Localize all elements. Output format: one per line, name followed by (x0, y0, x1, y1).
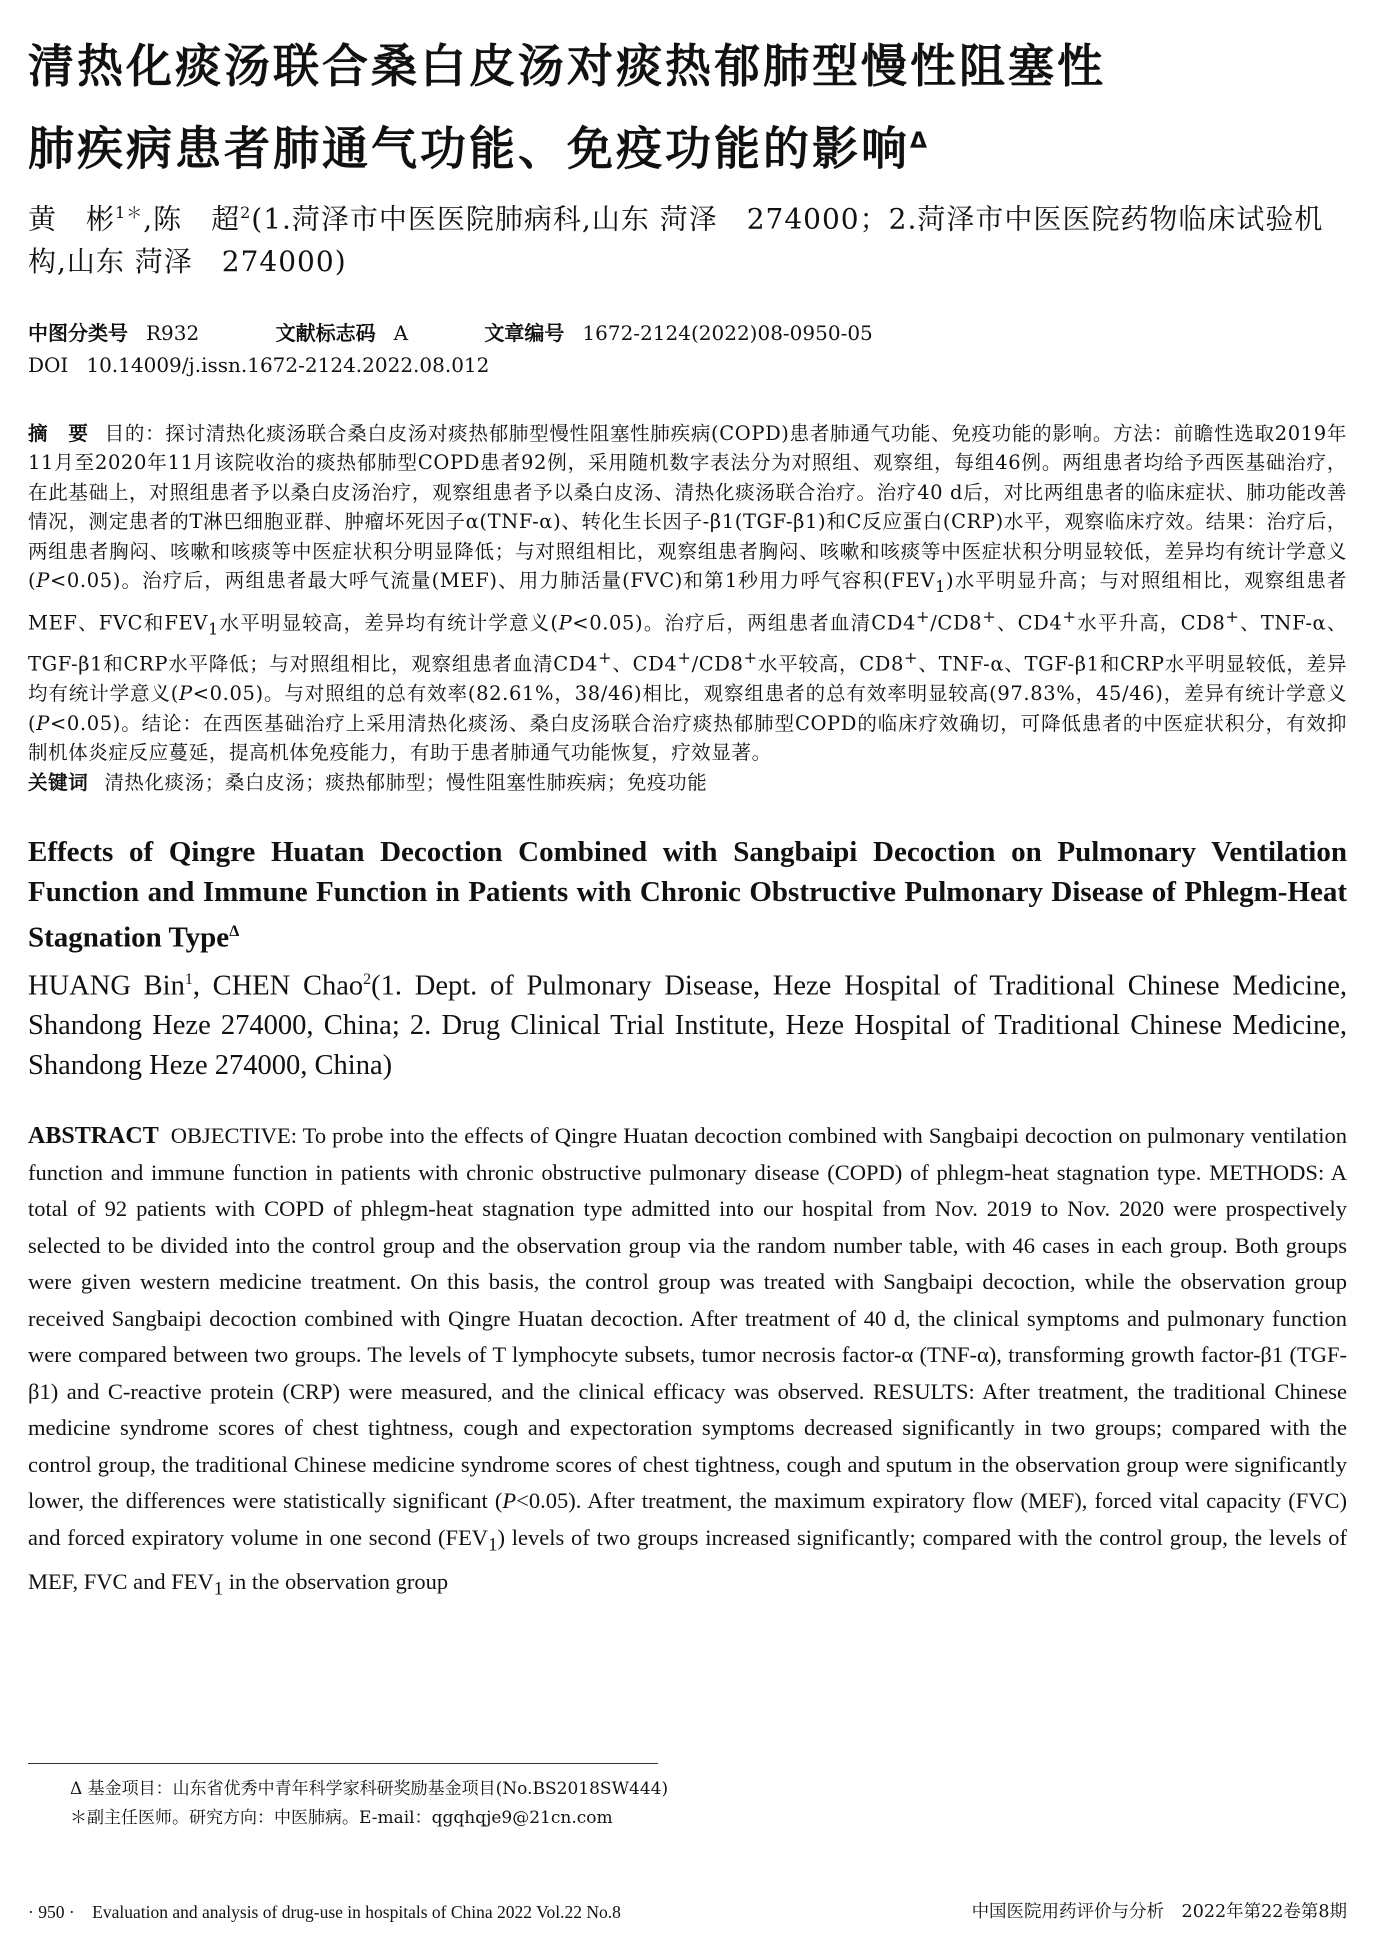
superscript: + (677, 648, 692, 668)
abstract-text: 水平明显较高，差异均有统计学意义( (218, 611, 559, 635)
meta-row-1 (28, 317, 1347, 349)
doi-value[interactable]: 10.14009/j.issn.1672-2124.2022.08.012 (86, 352, 490, 377)
article-number-value: 1672-2124(2022)08-0950-05 (582, 320, 873, 345)
abstract-text: /CD8 (691, 652, 744, 676)
subscript: 1 (208, 618, 219, 638)
abstract-text: /CD8 (930, 611, 983, 635)
footer-right-journal: 中国医院用药评价与分析 2022年第22卷第8期 (971, 1902, 1347, 1922)
author-footnote: ＊副主任医师。研究方向：中医肺病。E-mail：qgqhqje9@21cn.com (70, 1808, 613, 1828)
p-symbol: P (36, 711, 50, 735)
english-affiliation: (1. Dept. of Pulmonary Disease, Heze Hospital of Traditional Chinese Medicine, Shandong Heze 274000, China; 2. Drug Clinical Trial Institute, Heze Hospital of Traditional Chinese Medicine, Shandong Heze 274000, China) (28, 970, 1347, 1082)
chinese-title-line1: 清热化痰汤联合桑白皮汤对痰热郁肺型慢性阻塞性 (28, 39, 1106, 93)
abstract-text: OBJECTIVE: To probe into the effects of Qingre Huatan decoction combined with Sangbaipi decoction on pulmonary ventilation function and immune function in patients with chronic obstructive pulmonary disease (COPD) of phlegm-heat stagnation type. METHODS: A total of 92 patients with COPD of phlegm-heat stagnation type admitted into our hospital from Nov. 2019 to Nov. 2020 were prospectively selected to be divided into the control group and the observation group via the random number table, with 46 cases in each group. Both groups were given western medicine treatment. On this basis, the control group was treated with Sangbaipi decoction, while the observation group received Sangbaipi decoction combined with Qingre Huatan decoction. After treatment of 40 d, the clinical symptoms and pulmonary function were compared between two groups. The levels of T lymphocyte subsets, tumor necrosis factor-α (TNF-α), transforming growth factor-β1 (TGF-β1) and C-reactive protein (CRP) were measured, and the clinical efficacy was observed. RESULTS: After treatment, the traditional Chinese medicine syndrome scores of chest tightness, cough and expectoration symptoms decreased significantly in two groups; compared with the control group, the traditional Chinese medicine syndrome scores of chest tightness, cough and sputum in the observation group were significantly lower, the differences were statistically significant ( (28, 1123, 1347, 1514)
abstract-text: )水平明显升高；与对照组相比，观察组患者MEF、FVC和FEV (28, 569, 1347, 635)
footer-left-journal: · 950 · Evaluation and analysis of drug-use in hospitals of China 2022 Vol.22 No.8 (28, 1902, 621, 1922)
article-meta (28, 317, 1347, 381)
abstract-text: 水平较高，CD8 (757, 652, 905, 676)
chinese-abstract (28, 419, 1347, 768)
chinese-authors (28, 192, 1347, 282)
author-affil-mark: 1 (184, 970, 193, 988)
p-symbol: P (558, 611, 573, 635)
superscript: + (743, 648, 758, 668)
abstract-text: 、TNF-α、TGF-β1和CRP水平明显较低，差异均有统计学意义( (28, 652, 1347, 706)
chinese-title-line2: 肺疾病患者肺通气功能、免疫功能的影响 (28, 121, 910, 176)
footnotes (70, 1775, 668, 1833)
superscript: + (1225, 606, 1240, 626)
abstract-text: ) levels of two groups increased significantly; compared with the control group, the levels of MEF, FVC and FEV (28, 1524, 1347, 1594)
author-name: , CHEN Chao (192, 970, 364, 1002)
subscript: 1 (213, 1578, 224, 1600)
superscript: + (597, 648, 613, 668)
chinese-affiliation: (1.菏泽市中医医院肺病科,山东 菏泽 274000；2.菏泽市中医医院药物临床试验机构,山东 菏泽 274000) (28, 202, 1324, 278)
abstract-text: <0.05)。治疗后，两组患者血清CD4 (572, 611, 917, 635)
doi-label: DOI (28, 352, 69, 377)
author-name: ,陈 超 (143, 202, 241, 236)
english-abstract-label: ABSTRACT (28, 1123, 159, 1150)
abstract-text: <0.05)。与对照组的总有效率(82.61%，38/46)相比，观察组患者的总有效率明显较高(97.83%，45/46)，差异有统计学意义( (28, 682, 1347, 735)
chinese-keywords (28, 768, 1347, 798)
superscript: + (982, 606, 997, 626)
chinese-title (28, 28, 1347, 186)
abstract-text: 、TNF-α、TGF-β1和CRP水平降低；与对照组相比，观察组患者血清CD4 (28, 611, 1347, 676)
abstract-text: 、CD4 (612, 652, 678, 676)
doc-code-label: 文献标志码 (275, 320, 376, 345)
english-title-text: Effects of Qingre Huatan Decoction Combined with Sangbaipi Decoction on Pulmonary Ventilation Function and Immune Function in Patients with Chronic Obstructive Pulmonary Disease of Phlegm-Heat Stagnation Type (28, 835, 1347, 954)
fund-mark: Δ (229, 922, 240, 940)
abstract-text: 、CD4 (996, 611, 1063, 635)
english-abstract (28, 1118, 1347, 1608)
keywords-label: 关键词 (28, 770, 89, 794)
author-affil-mark: 1＊ (115, 203, 144, 223)
p-symbol: P (502, 1488, 517, 1514)
superscript: + (904, 648, 919, 668)
chinese-abstract-label: 摘 要 (28, 421, 89, 445)
author-affil-mark: 2 (363, 970, 372, 988)
abstract-text: <0.05). After treatment, the maximum expiratory flow (MEF), forced vital capacity (FVC) and forced expiratory volume in one second (FEV (28, 1488, 1347, 1550)
article-number-label: 文章编号 (484, 320, 565, 345)
footnote-divider (28, 1763, 658, 1764)
superscript: + (916, 606, 931, 626)
fund-footnote: Δ 基金项目：山东省优秀中青年科学家科研奖励基金项目(No.BS2018SW444) (70, 1779, 669, 1799)
superscript: + (1062, 606, 1077, 626)
english-authors (28, 960, 1347, 1087)
meta-row-2 (28, 349, 1347, 381)
abstract-text: <0.05)。治疗后，两组患者最大呼气流量(MEF)、用力肺活量(FVC)和第1秒用力呼气容积(FEV (49, 569, 936, 593)
english-title (28, 832, 1347, 958)
abstract-text: 目的：探讨清热化痰汤联合桑白皮汤对痰热郁肺型慢性阻塞性肺疾病(COPD)患者肺通气功能、免疫功能的影响。方法：前瞻性选取2019年11月至2020年11月该院收治的痰热郁肺型COPD患者92例，采用随机数字表法分为对照组、观察组，每组46例。两组患者均给予西医基础治疗，在此基础上，对照组患者予以桑白皮汤治疗，观察组患者予以桑白皮汤、清热化痰汤联合治疗。治疗40 d后，对比两组患者的临床症状、肺功能改善情况，测定患者的T淋巴细胞亚群、肿瘤坏死因子α(TNF-α)、转化生长因子-β1(TGF-β1)和C反应蛋白(CRP)水平，观察临床疗效。结果：治疗后，两组患者胸闷、咳嗽和咳痰等中医症状积分明显降低；与对照组相比，观察组患者胸闷、咳嗽和咳痰等中医症状积分明显较低，差异均有统计学意义( (28, 421, 1347, 593)
author-name: 黄 彬 (28, 202, 116, 236)
subscript: 1 (488, 1534, 498, 1556)
author-affil-mark: 2 (240, 203, 252, 223)
clc-label: 中图分类号 (28, 320, 128, 345)
fund-mark: Δ (910, 129, 931, 154)
abstract-text: 水平升高，CD8 (1076, 611, 1226, 635)
abstract-text: in the observation group (223, 1568, 449, 1594)
author-name: HUANG Bin (28, 970, 185, 1002)
clc-value: R932 (146, 320, 200, 345)
p-symbol: P (178, 682, 193, 706)
keywords-text: 清热化痰汤；桑白皮汤；痰热郁肺型；慢性阻塞性肺疾病；免疫功能 (104, 770, 708, 794)
doc-code-value: A (393, 320, 409, 345)
p-symbol: P (36, 569, 50, 593)
abstract-text: <0.05)。结论：在西医基础治疗上采用清热化痰汤、桑白皮汤联合治疗痰热郁肺型COPD的临床疗效确切，可降低患者的中医症状积分，有效抑制机体炎症反应蔓延，提高机体免疫能力，有助于患者肺通气功能恢复，疗效显著。 (28, 711, 1347, 765)
subscript: 1 (935, 577, 946, 597)
